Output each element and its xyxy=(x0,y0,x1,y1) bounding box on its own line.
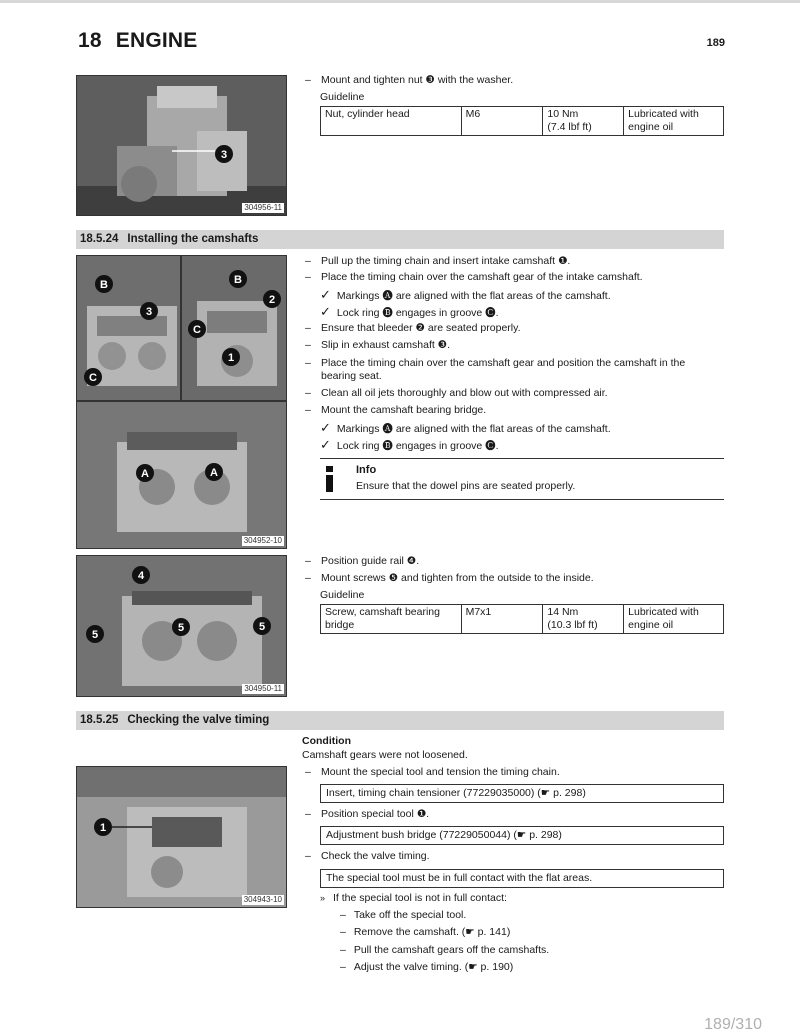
svg-text:1: 1 xyxy=(99,822,107,834)
svg-text:5: 5 xyxy=(177,622,185,634)
figure-id: 304952-10 xyxy=(243,536,282,545)
figure-camshaft-bridge xyxy=(76,401,287,549)
sub-step: – Pull the camshaft gears off the camshafts. xyxy=(340,944,550,956)
guideline-table xyxy=(320,604,724,634)
figure-id: 304956-11 xyxy=(244,203,282,212)
section-heading-installing-camshafts: 18.5.24 Installing the camshafts xyxy=(76,230,724,249)
table-row xyxy=(321,605,724,634)
chapter-heading xyxy=(78,29,197,53)
condition-label: Condition xyxy=(302,735,351,747)
svg-text:B: B xyxy=(234,274,242,286)
guideline-label: Guideline xyxy=(320,91,365,103)
table-cell: Nut, cylinder head xyxy=(321,107,462,136)
top-border xyxy=(0,0,800,3)
table-row xyxy=(321,107,724,136)
table-cell: M6 xyxy=(461,107,543,136)
sub-step: – Take off the special tool. xyxy=(340,909,467,921)
figure-camshaft-left xyxy=(76,255,181,401)
figure-label: 3 xyxy=(220,149,228,161)
svg-text:A: A xyxy=(210,467,218,479)
info-box xyxy=(320,458,724,500)
figure-id: 304950-11 xyxy=(244,684,282,693)
table-cell: Lubricated with engine oil xyxy=(624,605,724,634)
check-item: ✓ Markings 🅐 are aligned with the flat areas of the camshaft. xyxy=(320,420,611,435)
table-cell: Lubricated with engine oil xyxy=(624,107,724,136)
page-number: 189 xyxy=(706,37,725,49)
svg-text:5: 5 xyxy=(258,621,266,633)
table-cell: 10 Nm (7.4 lbf ft) xyxy=(543,107,624,136)
svg-text:3: 3 xyxy=(145,306,153,318)
table-cell: Screw, camshaft bearing bridge xyxy=(321,605,462,634)
info-title: Info xyxy=(356,464,377,476)
requirement-box: The special tool must be in full contact with the flat areas. xyxy=(320,869,724,888)
chapter-number: 18 xyxy=(78,29,102,52)
condition-text: Camshaft gears were not loosened. xyxy=(302,749,468,761)
section-heading-valve-timing: 18.5.25 Checking the valve timing xyxy=(76,711,724,730)
figure-id: 304943-10 xyxy=(243,895,282,904)
svg-text:1: 1 xyxy=(227,352,235,364)
figure-cylinder-head-nut xyxy=(76,75,287,216)
tool-box: Insert, timing chain tensioner (77229035000) (☛ p. 298) xyxy=(320,784,724,803)
table-cell: 14 Nm (10.3 lbf ft) xyxy=(543,605,624,634)
chapter-title: ENGINE xyxy=(115,29,198,52)
condition-if: » If the special tool is not in full contact: xyxy=(320,892,507,904)
table-cell: M7x1 xyxy=(461,605,543,634)
figure-special-tool xyxy=(76,766,287,908)
figure-camshaft-right xyxy=(181,255,287,401)
svg-text:5: 5 xyxy=(91,629,99,641)
page-counter: 189/310 xyxy=(704,1016,762,1033)
sub-step: – Adjust the valve timing. (☛ p. 190) xyxy=(340,961,514,973)
check-item: ✓ Lock ring 🅑 engages in groove 🅒. xyxy=(320,304,499,319)
tool-box: Adjustment bush bridge (77229050044) (☛ p. 298) xyxy=(320,826,724,845)
info-text: Ensure that the dowel pins are seated properly. xyxy=(356,480,576,492)
figure-guide-rail-screws xyxy=(76,555,287,697)
guideline-table xyxy=(320,106,724,136)
svg-text:C: C xyxy=(89,372,97,384)
guideline-label: Guideline xyxy=(320,589,365,601)
sub-step: – Remove the camshaft. (☛ p. 141) xyxy=(340,926,511,938)
check-item: ✓ Lock ring 🅑 engages in groove 🅒. xyxy=(320,437,499,452)
svg-text:B: B xyxy=(100,279,108,291)
check-item: ✓ Markings 🅐 are aligned with the flat areas of the camshaft. xyxy=(320,287,611,302)
info-icon xyxy=(322,466,337,492)
svg-text:2: 2 xyxy=(268,294,276,306)
svg-text:4: 4 xyxy=(137,570,145,582)
svg-text:C: C xyxy=(193,324,201,336)
svg-text:A: A xyxy=(141,468,149,480)
